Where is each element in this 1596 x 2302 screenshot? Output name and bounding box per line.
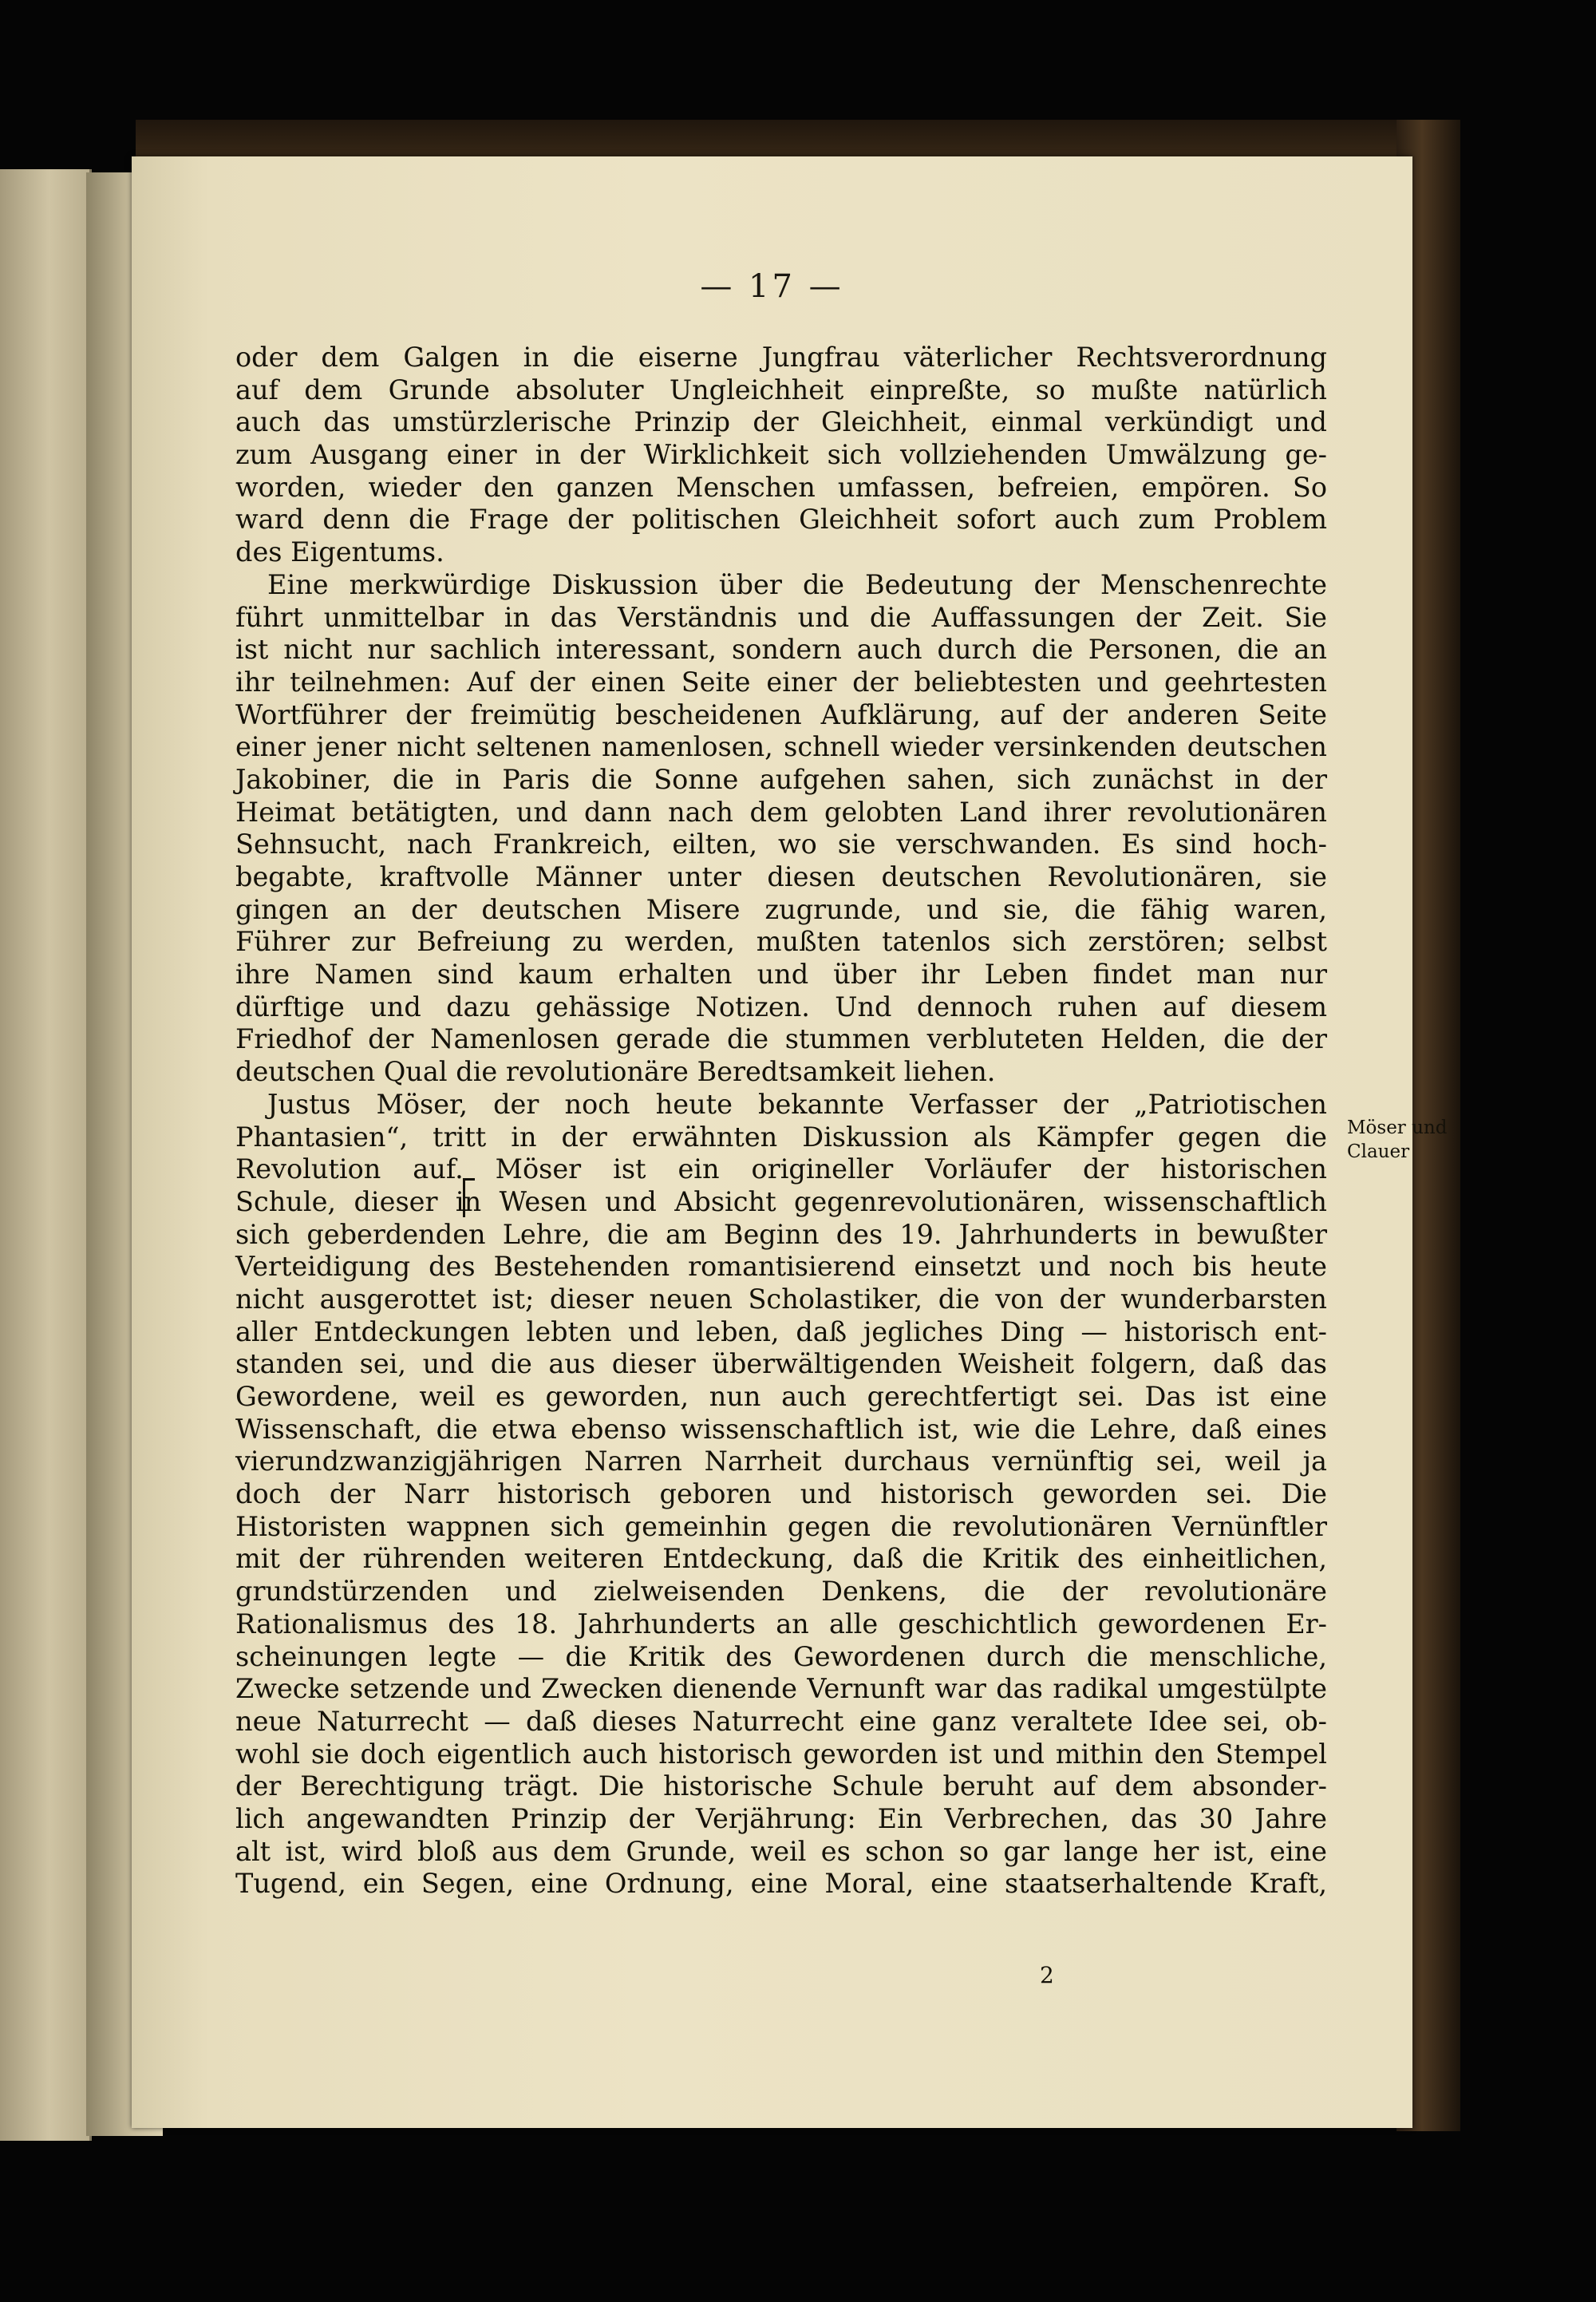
text-line: Justus Möser, der noch heute bekannte Verfasser der „Patriotischen xyxy=(267,1088,1327,1120)
text-line: Verteidigung des Bestehenden romantisierend einsetzt und noch bis heute xyxy=(235,1251,1327,1283)
text-line: des Eigentums. xyxy=(235,536,444,568)
text-line: worden, wieder den ganzen Menschen umfassen, befreien, empören. So xyxy=(235,471,1327,503)
text-line: Historisten wappnen sich gemeinhin gegen die revolutionären Vernünftler xyxy=(235,1510,1327,1542)
text-line: ward denn die Frage der politischen Gleichheit sofort auch zum Problem xyxy=(235,504,1327,536)
text-line: auf dem Grunde absoluter Ungleichheit einpreßte, so mußte natürlich xyxy=(235,374,1327,405)
text-line: ihr teilnehmen: Auf der einen Seite einer der beliebtesten und geehrtesten xyxy=(235,666,1327,698)
text-line: vierundzwanzigjährigen Narren Narrheit durchaus vernünftig sei, weil ja xyxy=(235,1446,1327,1477)
text-line: der Berechtigung trägt. Die historische Schule beruht auf dem absonder- xyxy=(235,1770,1327,1802)
text-line: alt ist, wird bloß aus dem Grunde, weil es schon so gar lange her ist, eine xyxy=(235,1835,1327,1867)
text-line: scheinungen legte — die Kritik des Gewordenen durch die menschliche, xyxy=(235,1640,1327,1672)
text-line: Heimat betätigten, und dann nach dem gelobten Land ihrer revolutionären xyxy=(235,796,1327,828)
text-line: grundstürzenden und zielweisenden Denkens, die der revolutionäre xyxy=(235,1576,1327,1608)
text-line: Gewordene, weil es geworden, nun auch gerechtfertigt sei. Das ist eine xyxy=(235,1381,1327,1412)
text-line: Revolution auf. Möser ist ein origineller Vorläufer der historischen xyxy=(235,1153,1327,1185)
pencil-bracket-mark xyxy=(463,1178,475,1217)
text-line: Zwecke setzende und Zwecken dienende Vernunft war das radikal umgestülpte xyxy=(235,1673,1327,1705)
book-page xyxy=(132,156,1448,2128)
text-line: mit der rührenden weiteren Entdeckung, daß die Kritik des einheitlichen, xyxy=(235,1543,1327,1575)
text-line: lich angewandten Prinzip der Verjährung: Ein Verbrechen, das 30 Jahre xyxy=(235,1802,1327,1834)
text-line: Wissenschaft, die etwa ebenso wissenschaftlich ist, wie die Lehre, daß eines xyxy=(235,1413,1327,1445)
text-line: neue Naturrecht — daß dieses Naturrecht eine ganz veraltete Idee sei, ob- xyxy=(235,1705,1327,1737)
text-line: gingen an der deutschen Misere zugrunde, und sie, die fähig waren, xyxy=(235,893,1327,925)
text-line: Friedhof der Namenlosen gerade die stummen verbluteten Helden, die der xyxy=(235,1023,1327,1055)
text-line: ist nicht nur sachlich interessant, sondern auch durch die Personen, die an xyxy=(235,634,1327,666)
text-line: Jakobiner, die in Paris die Sonne aufgehen sahen, sich zunächst in der xyxy=(235,763,1327,795)
left-page-edge xyxy=(0,169,92,2141)
text-line: nicht ausgerottet ist; dieser neuen Scholastiker, die von der wunderbarsten xyxy=(235,1283,1327,1315)
margin-note-line: Clauer xyxy=(1347,1141,1410,1162)
text-line: doch der Narr historisch geboren und historisch geworden sei. Die xyxy=(235,1478,1327,1510)
margin-note xyxy=(1347,1116,1467,1164)
text-line: Phantasien“, tritt in der erwähnten Diskussion als Kämpfer gegen die xyxy=(235,1121,1327,1153)
text-line: Sehnsucht, nach Frankreich, eilten, wo sie verschwanden. Es sind hoch- xyxy=(235,829,1327,860)
page-number: — 17 — xyxy=(700,268,844,305)
text-line: aller Entdeckungen lebten und leben, daß jegliches Ding — historisch ent- xyxy=(235,1315,1327,1347)
text-line: Rationalismus des 18. Jahrhunderts an alle geschichtlich gewordenen Er- xyxy=(235,1608,1327,1639)
text-line: wohl sie doch eigentlich auch historisch geworden ist und mithin den Stempel xyxy=(235,1738,1327,1770)
text-line: Wortführer der freimütig bescheidenen Aufklärung, auf der anderen Seite xyxy=(235,698,1327,730)
text-line: deutschen Qual die revolutionäre Beredtsamkeit liehen. xyxy=(235,1056,996,1088)
margin-note-line: Möser und xyxy=(1347,1117,1448,1138)
text-line: zum Ausgang einer in der Wirklichkeit sich vollziehenden Umwälzung ge- xyxy=(235,439,1327,471)
text-line: einer jener nicht seltenen namenlosen, schnell wieder versinkenden deutschen xyxy=(235,731,1327,763)
text-line: ihre Namen sind kaum erhalten und über ihr Leben findet man nur xyxy=(235,959,1327,991)
text-line: begabte, kraftvolle Männer unter diesen deutschen Revolutionären, sie xyxy=(235,861,1327,892)
text-line: Eine merkwürdige Diskussion über die Bedeutung der Menschenrechte xyxy=(267,568,1327,600)
text-line: auch das umstürzlerische Prinzip der Gleichheit, einmal verkündigt und xyxy=(235,406,1327,438)
text-line: oder dem Galgen in die eiserne Jungfrau väterlicher Rechtsverordnung xyxy=(235,342,1327,373)
text-line: Tugend, ein Segen, eine Ordnung, eine Moral, eine staatserhaltende Kraft, xyxy=(235,1868,1327,1900)
text-line: dürftige und dazu gehässige Notizen. Und dennoch ruhen auf diesem xyxy=(235,991,1327,1022)
text-line: Schule, dieser in Wesen und Absicht gegenrevolutionären, wissenschaftlich xyxy=(235,1185,1327,1217)
text-line: standen sei, und die aus dieser überwältigenden Weisheit folgern, daß das xyxy=(235,1348,1327,1380)
body-text xyxy=(235,342,1327,1901)
text-line: führt unmittelbar in das Verständnis und die Auffassungen der Zeit. Sie xyxy=(235,601,1327,633)
signature-mark: 2 xyxy=(1040,1962,1054,1988)
text-line: sich geberdenden Lehre, die am Beginn des 19. Jahrhunderts in bewußter xyxy=(235,1218,1327,1250)
text-line: Führer zur Befreiung zu werden, mußten tatenlos sich zerstören; selbst xyxy=(235,926,1327,958)
